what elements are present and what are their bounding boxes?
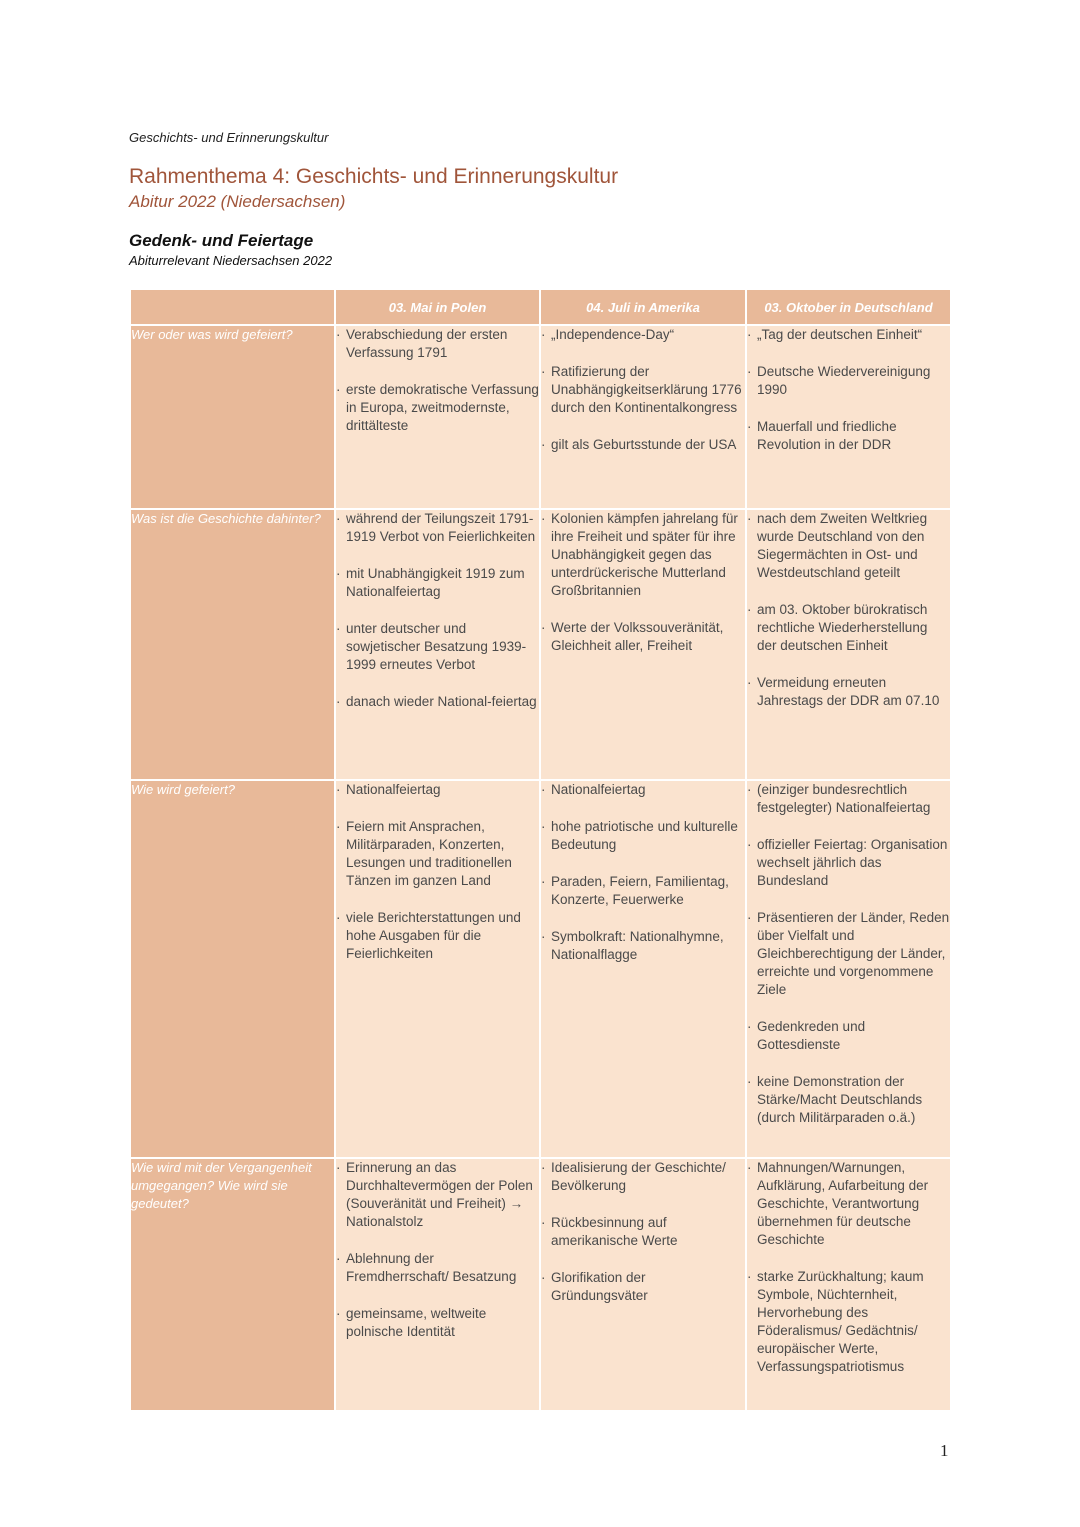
list-item-text: offizieller Feiertag: Organisation wechselt jährlich das Bundesland — [757, 837, 948, 888]
list-item-text: Ablehnung der Fremdherrschaft/ Besatzung — [346, 1251, 517, 1284]
list-item — [336, 565, 539, 601]
table-cell-america — [540, 509, 746, 780]
bullet-icon: · — [541, 1270, 546, 1285]
bullet-icon: · — [747, 1269, 752, 1284]
list-item — [336, 326, 539, 362]
list-item-text: Kolonien kämpfen jahrelang für ihre Freiheit und später für ihre Unabhängigkeit gegen das unterdrückerische Mutterland Großbritannien — [551, 511, 738, 598]
bullet-list — [541, 781, 745, 964]
bullet-icon: · — [541, 364, 546, 379]
list-item — [336, 909, 539, 963]
list-item-text: Nationalfeiertag — [551, 782, 646, 797]
list-item-text: „Independence-Day“ — [551, 327, 675, 342]
bullet-list — [336, 326, 539, 435]
bullet-list — [541, 510, 745, 655]
list-item — [541, 363, 745, 417]
list-item-text: Vermeidung erneuten Jahrestags der DDR am 07.10 — [757, 675, 940, 708]
bullet-icon: · — [336, 782, 341, 797]
bullet-icon: · — [541, 874, 546, 889]
list-item — [747, 601, 950, 655]
bullet-icon: · — [747, 364, 752, 379]
list-item — [541, 1269, 745, 1305]
list-item — [747, 363, 950, 399]
list-item-text: danach wieder National-feiertag — [346, 694, 537, 709]
list-item — [747, 1159, 950, 1249]
table-cell-poland — [335, 1158, 540, 1411]
list-item — [541, 873, 745, 909]
bullet-icon: · — [747, 837, 752, 852]
bullet-icon: · — [336, 621, 341, 636]
table-cell-germany — [746, 325, 951, 509]
list-item — [747, 1073, 950, 1127]
table-cell-poland — [335, 780, 540, 1158]
bullet-icon: · — [541, 327, 546, 342]
bullet-list — [336, 781, 539, 963]
bullet-icon: · — [541, 511, 546, 526]
bullet-icon: · — [747, 1019, 752, 1034]
list-item-text: Ratifizierung der Unabhängigkeitserklärung 1776 durch den Kontinentalkongress — [551, 364, 742, 415]
list-item — [336, 818, 539, 890]
section-subtitle: Abiturrelevant Niedersachsen 2022 — [129, 253, 333, 268]
section-title: Gedenk- und Feiertage — [129, 231, 314, 250]
list-item-text: keine Demonstration der Stärke/Macht Deutschlands (durch Militärparaden o.ä.) — [757, 1074, 923, 1125]
list-item — [541, 818, 745, 854]
row-header: Wie wird mit der Vergangenheit umgegangen? Wie wird sie gedeutet? — [130, 1158, 335, 1411]
bullet-icon: · — [541, 1215, 546, 1230]
bullet-icon: · — [747, 782, 752, 797]
list-item — [336, 510, 539, 546]
page-subtitle: Abitur 2022 (Niedersachsen) — [129, 192, 346, 211]
list-item-text: gilt als Geburtsstunde der USA — [551, 437, 737, 452]
list-item-text: Mahnungen/Warnungen, Aufklärung, Aufarbeitung der Geschichte, Verantwortung übernehmen für deutsche Geschichte — [757, 1160, 929, 1247]
list-item-text: Präsentieren der Länder, Reden über Vielfalt und Gleichberechtigung der Länder, erreichte und vorgenommene Ziele — [757, 910, 950, 997]
table-cell-america — [540, 1158, 746, 1411]
bullet-icon: · — [541, 1160, 546, 1175]
table-row — [130, 509, 951, 780]
bullet-icon: · — [541, 782, 546, 797]
table-cell-poland — [335, 509, 540, 780]
list-item-text: Gedenkreden und Gottesdienste — [757, 1019, 866, 1052]
list-item-text: Werte der Volkssouveränität, Gleichheit aller, Freiheit — [551, 620, 724, 653]
list-item — [747, 326, 950, 344]
list-item — [541, 1214, 745, 1250]
list-item-text: am 03. Oktober bürokratisch rechtliche Wiederherstellung der deutschen Einheit — [757, 602, 928, 653]
list-item — [747, 836, 950, 890]
table-cell-germany — [746, 1158, 951, 1411]
list-item — [747, 1018, 950, 1054]
bullet-list — [336, 1159, 539, 1341]
list-item — [336, 1305, 539, 1341]
bullet-icon: · — [541, 929, 546, 944]
row-header: Was ist die Geschichte dahinter? — [130, 509, 335, 780]
column-header-germany: 03. Oktober in Deutschland — [746, 289, 951, 325]
bullet-icon: · — [336, 566, 341, 581]
list-item — [541, 1159, 745, 1195]
bullet-icon: · — [336, 819, 341, 834]
list-item-text: Feiern mit Ansprachen, Militärparaden, Konzerten, Lesungen und traditionellen Tänzen im ganzen Land — [346, 819, 512, 888]
list-item-text: Glorifikation der Gründungsväter — [551, 1270, 648, 1303]
list-item-text: Nationalfeiertag — [346, 782, 441, 797]
list-item-text: unter deutscher und sowjetischer Besatzung 1939-1999 erneutes Verbot — [346, 621, 527, 672]
holidays-table — [129, 288, 952, 1412]
list-item-text: Erinnerung an das Durchhaltevermögen der Polen (Souveränität und Freiheit) → Nationalstolz — [346, 1160, 533, 1229]
bullet-icon: · — [336, 910, 341, 925]
list-item-text: Rückbesinnung auf amerikanische Werte — [551, 1215, 678, 1248]
bullet-icon: · — [747, 327, 752, 342]
bullet-list — [541, 1159, 745, 1305]
bullet-icon: · — [336, 694, 341, 709]
bullet-icon: · — [336, 1306, 341, 1321]
list-item-text: viele Berichterstattungen und hohe Ausgaben für die Feierlichkeiten — [346, 910, 521, 961]
table-cell-america — [540, 780, 746, 1158]
list-item-text: (einziger bundesrechtlich festgelegter) Nationalfeiertag — [757, 782, 931, 815]
list-item-text: während der Teilungszeit 1791-1919 Verbot von Feierlichkeiten — [346, 511, 536, 544]
list-item-text: Symbolkraft: Nationalhymne, Nationalflagge — [551, 929, 724, 962]
list-item — [541, 510, 745, 600]
bullet-icon: · — [336, 511, 341, 526]
bullet-icon: · — [336, 327, 341, 342]
list-item — [336, 781, 539, 799]
row-header: Wer oder was wird gefeiert? — [130, 325, 335, 509]
list-item-text: mit Unabhängigkeit 1919 zum Nationalfeiertag — [346, 566, 525, 599]
list-item-text: erste demokratische Verfassung in Europa, zweitmodernste, drittälteste — [346, 382, 539, 433]
list-item — [336, 381, 539, 435]
bullet-list — [541, 326, 745, 454]
list-item — [541, 436, 745, 454]
table-row — [130, 780, 951, 1158]
bullet-icon: · — [541, 437, 546, 452]
table-cell-america — [540, 325, 746, 509]
list-item-text: „Tag der deutschen Einheit“ — [757, 327, 923, 342]
list-item — [336, 1250, 539, 1286]
bullet-list — [747, 1159, 950, 1376]
column-header-america: 04. Juli in Amerika — [540, 289, 746, 325]
bullet-icon: · — [336, 1160, 341, 1175]
bullet-icon: · — [541, 620, 546, 635]
bullet-list — [336, 510, 539, 711]
list-item — [336, 693, 539, 711]
table-cell-poland — [335, 325, 540, 509]
list-item-text: Paraden, Feiern, Familientag, Konzerte, Feuerwerke — [551, 874, 729, 907]
list-item-text: nach dem Zweiten Weltkrieg wurde Deutschland von den Siegermächten in Ost- und Westdeutschland geteilt — [757, 511, 928, 580]
bullet-icon: · — [747, 910, 752, 925]
bullet-list — [747, 326, 950, 454]
bullet-icon: · — [747, 1160, 752, 1175]
list-item — [541, 326, 745, 344]
running-header: Geschichts- und Erinnerungskultur — [129, 130, 329, 145]
list-item-text: starke Zurückhaltung; kaum Symbole, Nüchternheit, Hervorhebung des Föderalismus/ Gedächtnis/ europäischer Werte, Verfassungspatriotismus — [757, 1269, 924, 1374]
list-item — [541, 619, 745, 655]
bullet-icon: · — [336, 382, 341, 397]
list-item-text: Deutsche Wiedervereinigung 1990 — [757, 364, 931, 397]
table-body — [130, 325, 951, 1411]
list-item — [336, 1159, 539, 1231]
list-item — [336, 620, 539, 674]
bullet-icon: · — [747, 675, 752, 690]
bullet-icon: · — [747, 419, 752, 434]
list-item — [747, 674, 950, 710]
list-item — [747, 510, 950, 582]
column-header-poland: 03. Mai in Polen — [335, 289, 540, 325]
bullet-icon: · — [336, 1251, 341, 1266]
bullet-icon: · — [541, 819, 546, 834]
bullet-icon: · — [747, 602, 752, 617]
table-cell-germany — [746, 780, 951, 1158]
list-item-text: Mauerfall und friedliche Revolution in der DDR — [757, 419, 897, 452]
list-item — [747, 1268, 950, 1376]
bullet-icon: · — [747, 1074, 752, 1089]
table-row — [130, 1158, 951, 1411]
table-corner-cell — [130, 289, 335, 325]
list-item — [747, 418, 950, 454]
table-row — [130, 325, 951, 509]
table-header-row — [130, 289, 951, 325]
list-item — [747, 909, 950, 999]
list-item-text: hohe patriotische und kulturelle Bedeutung — [551, 819, 738, 852]
list-item-text: Verabschiedung der ersten Verfassung 1791 — [346, 327, 508, 360]
row-header: Wie wird gefeiert? — [130, 780, 335, 1158]
table-cell-germany — [746, 509, 951, 780]
list-item-text: gemeinsame, weltweite polnische Identität — [346, 1306, 487, 1339]
bullet-icon: · — [747, 511, 752, 526]
page-title: Rahmenthema 4: Geschichts- und Erinnerungskultur — [129, 165, 619, 188]
list-item — [541, 928, 745, 964]
page-number: 1 — [940, 1441, 949, 1460]
list-item — [747, 781, 950, 817]
list-item — [541, 781, 745, 799]
bullet-list — [747, 781, 950, 1127]
list-item-text: Idealisierung der Geschichte/ Bevölkerung — [551, 1160, 726, 1193]
bullet-list — [747, 510, 950, 710]
